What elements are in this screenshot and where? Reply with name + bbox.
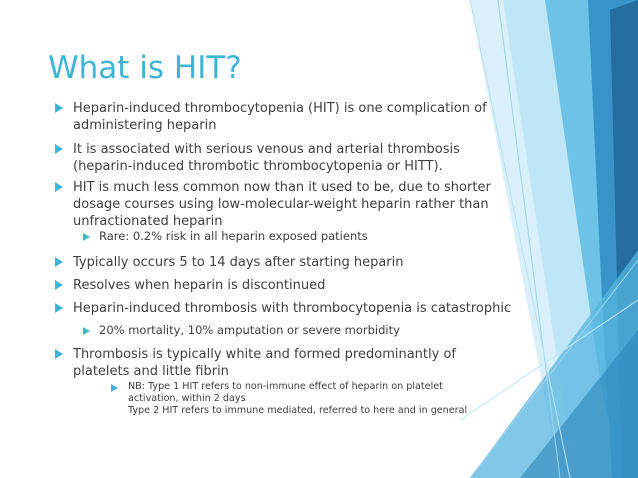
sub-bullet-text: Rare: 0.2% risk in all heparin exposed patients — [99, 229, 368, 243]
triangle-right-icon — [55, 144, 63, 154]
triangle-right-icon — [55, 303, 63, 313]
bullet-text-line: Thrombosis is typically white and formed predominantly of — [73, 347, 456, 362]
triangle-right-icon — [55, 257, 63, 267]
bullet-text-line: platelets and little fibrin — [73, 364, 229, 379]
slide-title: What is HIT? — [48, 50, 242, 86]
bullet-text-line: (heparin-induced thrombotic thrombocytopenia or HITT). — [73, 159, 443, 174]
triangle-right-icon — [55, 349, 63, 359]
note-text-line: Type 2 HIT refers to immune mediated, referred to here and in general — [128, 405, 468, 416]
bullet-text-line: unfractionated heparin — [73, 214, 223, 229]
triangle-right-icon — [55, 182, 63, 192]
bullet-text-line: Heparin-induced thrombosis with thrombocytopenia is catastrophic — [73, 301, 512, 316]
bullet-text-line: administering heparin — [73, 118, 217, 133]
bullet-text-line: Heparin-induced thrombocytopenia (HIT) is one complication of — [73, 101, 487, 116]
triangle-right-icon — [55, 280, 63, 290]
sub-bullet-text: 20% mortality, 10% amputation or severe morbidity — [99, 323, 400, 337]
bullet-text-line: Typically occurs 5 to 14 days after starting heparin — [73, 255, 404, 270]
triangle-right-icon — [83, 327, 90, 335]
note-text-line: activation, within 2 days — [128, 393, 246, 404]
bullet-text-line: Resolves when heparin is discontinued — [73, 278, 326, 293]
note-text-line: NB: Type 1 HIT refers to non-immune effect of heparin on platelet — [128, 381, 443, 392]
bullet-text-line: HIT is much less common now than it used to be, due to shorter — [73, 180, 491, 195]
triangle-right-icon — [111, 384, 118, 392]
triangle-right-icon — [83, 233, 90, 241]
triangle-right-icon — [55, 103, 63, 113]
bullet-text-line: dosage courses using low-molecular-weight heparin rather than — [73, 197, 489, 212]
bullet-text-line: It is associated with serious venous and arterial thrombosis — [73, 142, 460, 157]
